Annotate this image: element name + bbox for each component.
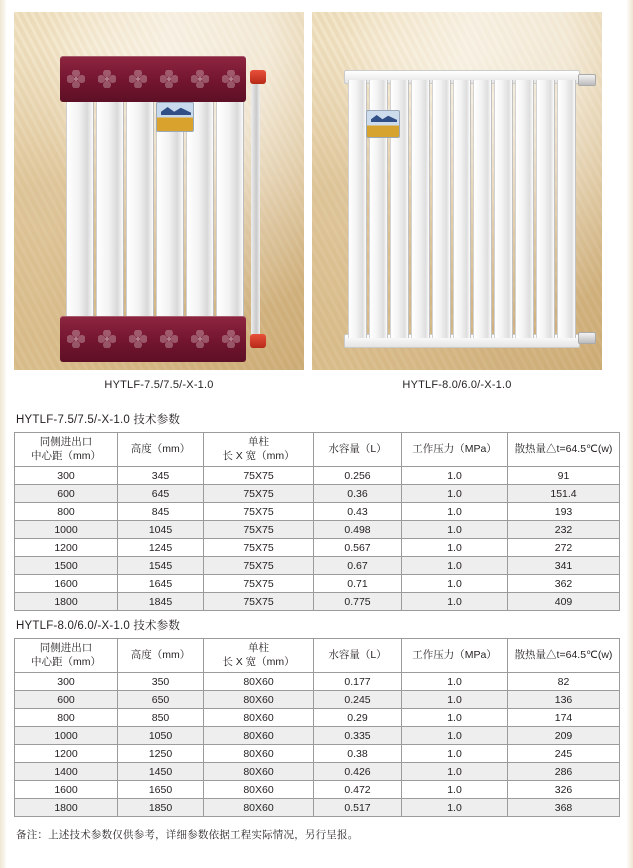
radiator-fin	[494, 80, 513, 338]
radiator-all-white	[344, 70, 584, 348]
product-image-frame-2	[312, 12, 602, 370]
column-header-line: 单柱	[248, 436, 269, 449]
column-header-line: 中心距（mm）	[31, 449, 101, 462]
column-header-line: 长 X 宽（mm）	[222, 655, 295, 668]
table-row	[15, 691, 620, 709]
radiator-fin	[453, 80, 472, 338]
table-row	[15, 745, 620, 763]
table-cell: 232	[508, 521, 620, 539]
table-cell: 1545	[118, 557, 204, 575]
table-cell: 1.0	[402, 575, 508, 593]
footnote: 备注：上述技术参数仅供参考，详细参数依据工程实际情况，另行呈报。	[16, 829, 359, 841]
column-header-line: 同侧进出口	[39, 436, 93, 449]
column-header-line: 同侧进出口	[39, 642, 93, 655]
product-caption-2: HYTLF-8.0/6.0/-X-1.0	[402, 379, 512, 391]
table-cell: 1650	[118, 781, 204, 799]
table-cell: 1.0	[402, 593, 508, 611]
product-caption-1: HYTLF-7.5/7.5/-X-1.0	[104, 379, 214, 391]
table-cell: 1.0	[402, 539, 508, 557]
table-cell: 1050	[118, 727, 204, 745]
rosette-ornament-icon	[160, 70, 178, 88]
table-cell: 1450	[118, 763, 204, 781]
column-header	[314, 639, 402, 673]
table-cell: 0.177	[314, 673, 402, 691]
table-cell: 800	[15, 709, 118, 727]
column-header-line: 散热量△t=64.5℃(w)	[514, 442, 613, 455]
table-cell: 1.0	[402, 781, 508, 799]
table-row	[15, 521, 620, 539]
column-header-line: 长 X 宽（mm）	[222, 449, 295, 462]
spec-table-2	[14, 638, 620, 817]
rosette-ornament-icon	[67, 70, 85, 88]
column-header	[314, 433, 402, 467]
table-cell: 1.0	[402, 763, 508, 781]
table-cell: 174	[508, 709, 620, 727]
column-header-line: 工作压力（MPa）	[412, 442, 497, 455]
column-header	[15, 433, 118, 467]
table-cell: 0.335	[314, 727, 402, 745]
table-cell: 1.0	[402, 485, 508, 503]
radiator-top-cap	[60, 56, 246, 102]
table-cell: 151.4	[508, 485, 620, 503]
table-cell: 1845	[118, 593, 204, 611]
rosette-ornament-icon	[222, 70, 240, 88]
table-cell: 0.36	[314, 485, 402, 503]
radiator-fin	[348, 80, 367, 338]
spec-tables	[0, 391, 633, 817]
table-cell: 1000	[15, 521, 118, 539]
table-row	[15, 727, 620, 745]
table-row	[15, 763, 620, 781]
table-row	[15, 575, 620, 593]
table-cell: 75X75	[204, 575, 314, 593]
table-cell: 75X75	[204, 521, 314, 539]
table-cell: 1.0	[402, 799, 508, 817]
radiator-maroon-trim	[60, 56, 256, 362]
rosette-ornament-icon	[160, 330, 178, 348]
column-header-line: 散热量△t=64.5℃(w)	[514, 648, 613, 661]
table-cell: 1600	[15, 781, 118, 799]
column-header-line: 工作压力（MPa）	[412, 648, 497, 661]
table-cell: 75X75	[204, 557, 314, 575]
column-header	[508, 639, 620, 673]
rosette-ornament-icon	[67, 330, 85, 348]
table-cell: 75X75	[204, 593, 314, 611]
table-cell: 1.0	[402, 745, 508, 763]
table-cell: 345	[118, 467, 204, 485]
column-header	[204, 433, 314, 467]
table-cell: 80X60	[204, 763, 314, 781]
product-photos	[0, 0, 633, 391]
column-header	[204, 639, 314, 673]
brand-logo-icon	[156, 102, 194, 132]
table-cell: 80X60	[204, 799, 314, 817]
table-cell: 0.256	[314, 467, 402, 485]
product-photo-2	[312, 12, 602, 391]
column-header	[118, 433, 204, 467]
table-cell: 0.498	[314, 521, 402, 539]
table-cell: 368	[508, 799, 620, 817]
table-cell: 1800	[15, 799, 118, 817]
table-cell: 193	[508, 503, 620, 521]
table-row	[15, 557, 620, 575]
table-cell: 75X75	[204, 467, 314, 485]
page-edge-left	[0, 0, 7, 868]
column-header	[15, 639, 118, 673]
table-cell: 300	[15, 673, 118, 691]
table-cell: 362	[508, 575, 620, 593]
table-cell: 136	[508, 691, 620, 709]
table-cell: 0.517	[314, 799, 402, 817]
table-cell: 286	[508, 763, 620, 781]
radiator-fin	[536, 80, 555, 338]
table-cell: 1.0	[402, 691, 508, 709]
rosette-ornament-icon	[98, 70, 116, 88]
radiator-fin	[411, 80, 430, 338]
table-cell: 1850	[118, 799, 204, 817]
brand-logo-icon	[366, 110, 400, 138]
table-row	[15, 781, 620, 799]
table-row	[15, 485, 620, 503]
table-title-2: HYTLF-8.0/6.0/-X-1.0 技术参数	[16, 620, 181, 632]
table-cell: 1.0	[402, 557, 508, 575]
rosette-ornament-icon	[98, 330, 116, 348]
table-cell: 0.29	[314, 709, 402, 727]
table-cell: 80X60	[204, 727, 314, 745]
spec-table-1	[14, 432, 620, 611]
table-cell: 80X60	[204, 781, 314, 799]
rosette-ornament-icon	[129, 70, 147, 88]
table-cell: 845	[118, 503, 204, 521]
column-header-line: 水容量（L）	[328, 648, 387, 661]
table-cell: 0.775	[314, 593, 402, 611]
table-cell: 82	[508, 673, 620, 691]
table-title-1: HYTLF-7.5/7.5/-X-1.0 技术参数	[16, 414, 181, 426]
column-header	[402, 639, 508, 673]
side-pipe	[251, 76, 260, 342]
table-cell: 80X60	[204, 709, 314, 727]
rosette-ornament-icon	[129, 330, 147, 348]
radiator-fin	[432, 80, 451, 338]
table-cell: 600	[15, 485, 118, 503]
table-cell: 0.71	[314, 575, 402, 593]
table-row	[15, 593, 620, 611]
column-header-line: 高度（mm）	[130, 442, 191, 455]
table-cell: 80X60	[204, 673, 314, 691]
table-cell: 850	[118, 709, 204, 727]
outlet-valve-icon	[578, 332, 596, 344]
table-cell: 341	[508, 557, 620, 575]
table-cell: 300	[15, 467, 118, 485]
table-cell: 409	[508, 593, 620, 611]
table-cell: 209	[508, 727, 620, 745]
table-cell: 326	[508, 781, 620, 799]
table-cell: 1.0	[402, 503, 508, 521]
table-row	[15, 503, 620, 521]
table-cell: 650	[118, 691, 204, 709]
outlet-valve-icon	[250, 334, 266, 348]
inlet-valve-icon	[250, 70, 266, 84]
table-row	[15, 539, 620, 557]
table-row	[15, 673, 620, 691]
table-cell: 1200	[15, 745, 118, 763]
table-cell: 0.67	[314, 557, 402, 575]
rosette-ornament-icon	[222, 330, 240, 348]
table-cell: 80X60	[204, 745, 314, 763]
table-cell: 800	[15, 503, 118, 521]
column-header-line: 中心距（mm）	[31, 655, 101, 668]
table-cell: 91	[508, 467, 620, 485]
table-cell: 0.426	[314, 763, 402, 781]
product-photo-1	[14, 12, 304, 391]
table-cell: 1645	[118, 575, 204, 593]
column-header-line: 高度（mm）	[130, 648, 191, 661]
table-row	[15, 709, 620, 727]
column-header	[118, 639, 204, 673]
table-cell: 1400	[15, 763, 118, 781]
table-cell: 272	[508, 539, 620, 557]
table-cell: 1000	[15, 727, 118, 745]
table-cell: 1.0	[402, 467, 508, 485]
radiator-fin	[473, 80, 492, 338]
table-cell: 1800	[15, 593, 118, 611]
table-cell: 1245	[118, 539, 204, 557]
table-cell: 245	[508, 745, 620, 763]
table-cell: 75X75	[204, 503, 314, 521]
table-cell: 1500	[15, 557, 118, 575]
table-cell: 0.38	[314, 745, 402, 763]
rosette-ornament-icon	[191, 330, 209, 348]
radiator-bottom-cap	[60, 316, 246, 362]
table-row	[15, 467, 620, 485]
table-cell: 1.0	[402, 727, 508, 745]
table-cell: 1045	[118, 521, 204, 539]
table-cell: 645	[118, 485, 204, 503]
table-cell: 1200	[15, 539, 118, 557]
table-cell: 1.0	[402, 673, 508, 691]
column-header	[402, 433, 508, 467]
table-cell: 80X60	[204, 691, 314, 709]
table-cell: 0.245	[314, 691, 402, 709]
table-header-row	[15, 639, 620, 673]
inlet-valve-icon	[578, 74, 596, 86]
page-edge-right	[626, 0, 633, 868]
table-header-row	[15, 433, 620, 467]
table-cell: 1.0	[402, 521, 508, 539]
table-cell: 75X75	[204, 485, 314, 503]
table-cell: 1250	[118, 745, 204, 763]
table-cell: 1.0	[402, 709, 508, 727]
column-header	[508, 433, 620, 467]
table-cell: 0.567	[314, 539, 402, 557]
column-header-line: 单柱	[248, 642, 269, 655]
column-header-line: 水容量（L）	[328, 442, 387, 455]
table-cell: 1600	[15, 575, 118, 593]
radiator-fin	[557, 80, 576, 338]
product-image-frame-1	[14, 12, 304, 370]
table-cell: 0.472	[314, 781, 402, 799]
table-cell: 0.43	[314, 503, 402, 521]
rosette-ornament-icon	[191, 70, 209, 88]
table-cell: 600	[15, 691, 118, 709]
radiator-fin	[515, 80, 534, 338]
table-row	[15, 799, 620, 817]
table-cell: 350	[118, 673, 204, 691]
table-cell: 75X75	[204, 539, 314, 557]
